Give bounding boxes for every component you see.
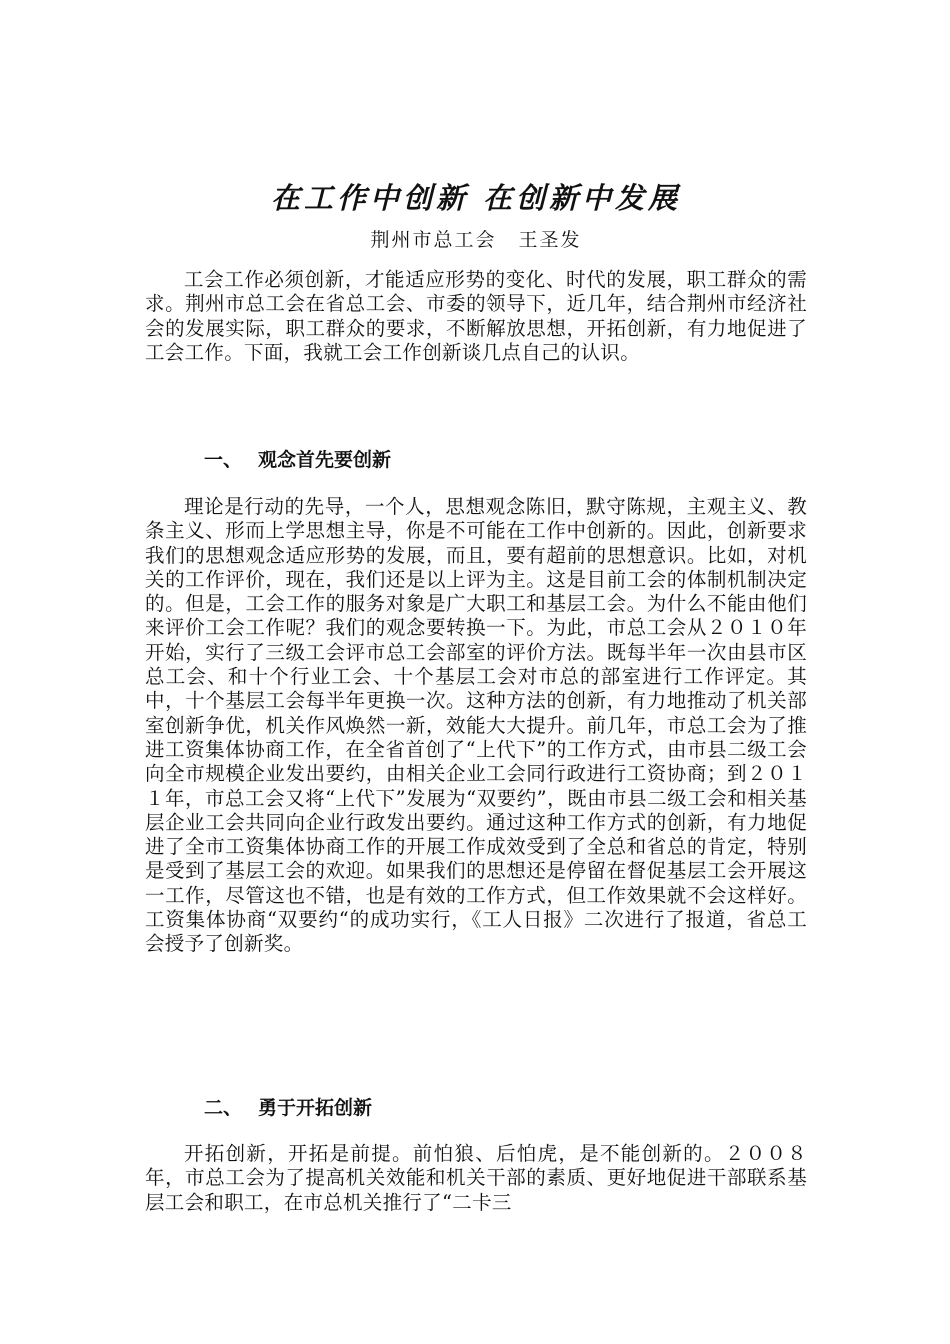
section-heading-2 [204,1094,372,1122]
section-1-paragraph: 理论是行动的先导，一个人，思想观念陈旧，默守陈规，主观主义、教条主义、形而上学思想主导，你是不可能在工作中创新的。因此，创新要求我们的思想观念适应形势的发展，而且，要有超前的思想意识。比如，对机关的工作评价，现在，我们还是以上评为主。这是目前工会的体制机制决定的。但是，工会工作的服务对象是广大职工和基层工会。为什么不能由他们来评价工会工作呢？我们的观念要转换一下。为此，市总工会从２０１０年开始，实行了三级工会评市总工会部室的评价方法。既每半年一次由县市区总工会、和十个行业工会、十个基层工会对市总的部室进行工作评定。其中，十个基层工会每半年更换一次。这种方法的创新，有力地推动了机关部室创新争优，机关作风焕然一新，效能大大提升。前几年，市总工会为了推进工资集体协商工作，在全省首创了“上代下”的工作方式，由市县二级工会向全市规模企业发出要约，由相关企业工会同行政进行工资协商；到２０１１年，市总工会又将“上代下”发展为“双要约”，既由市县二级工会和相关基层企业工会共同向企业行政发出要约。通过这种工作方式的创新，有力地促进了全市工资集体协商工作的开展工作成效受到了全总和省总的肯定，特别是受到了基层工会的欢迎。如果我们的思想还是停留在督促基层工会开展这一工作，尽管这也不错，也是有效的工作方式，但工作效果就不会这样好。工资集体协商“双要约“的成功实行，《工人日报》二次进行了报道，省总工会授予了创新奖。 [145,495,807,956]
section-number: 二、 [204,1097,243,1119]
section-number: 一、 [204,449,243,471]
author-line [145,226,807,254]
section-heading-1 [204,446,391,474]
section-heading-text: 观念首先要创新 [258,449,392,471]
section-2-paragraph: 开拓创新，开拓是前提。前怕狼、后怕虎，是不能创新的。２００８年，市总工会为了提高机关效能和机关干部的素质、更好地促进干部联系基层工会和职工，在市总机关推行了“二卡三 [145,1142,807,1214]
author-name: 王圣发 [518,229,582,251]
intro-paragraph: 工会工作必须创新，才能适应形势的变化、时代的发展，职工群众的需求。荆州市总工会在省总工会、市委的领导下，近几年，结合荆州市经济社会的发展实际，职工群众的要求，不断解放思想，开拓创新，有力地促进了工会工作。下面，我就工会工作创新谈几点自己的认识。 [145,268,807,364]
section-heading-text: 勇于开拓创新 [258,1097,373,1119]
author-organization: 荆州市总工会 [370,229,497,251]
document-title: 在工作中创新 在创新中发展 [270,181,682,215]
